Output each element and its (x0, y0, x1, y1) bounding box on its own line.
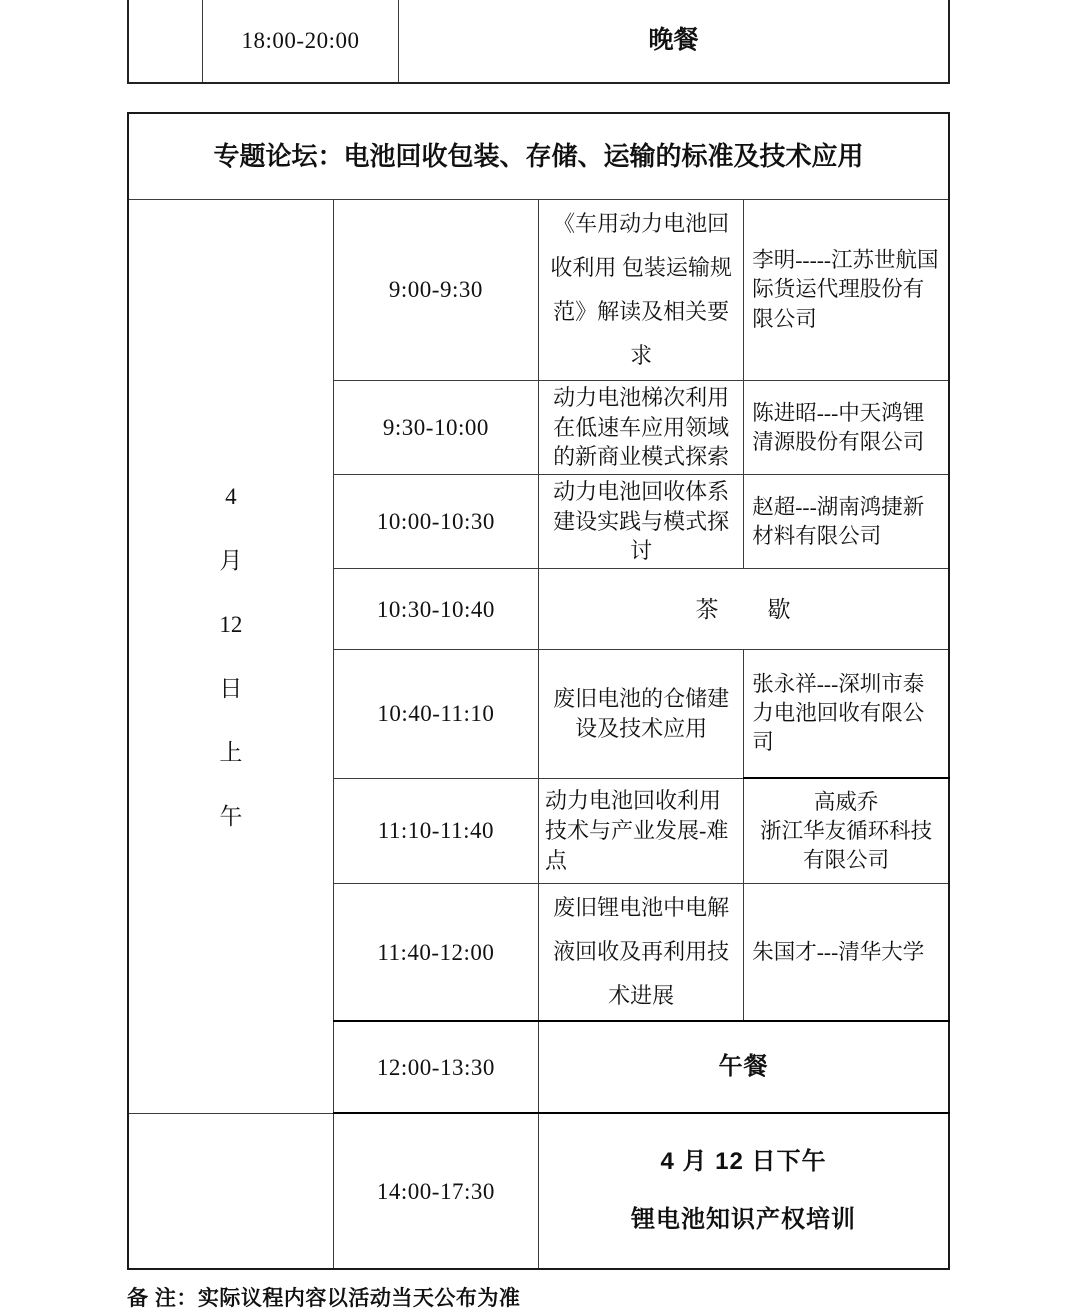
afternoon-date-line: 4 月 12 日下午 (660, 1147, 827, 1175)
time-cell: 10:00-10:30 (333, 475, 538, 569)
time-cell: 18:00-20:00 (203, 0, 399, 83)
time-cell: 10:30-10:40 (333, 569, 538, 650)
speaker-cell: 赵超---湖南鸿捷新材料有限公司 (744, 475, 949, 569)
vertical-date-label (129, 481, 333, 832)
afternoon-topic-line: 锂电池知识产权培训 (631, 1206, 856, 1234)
date-char: 上 (219, 739, 243, 765)
table-row (128, 0, 949, 83)
time-cell: 10:40-11:10 (333, 650, 538, 779)
topic-cell: 动力电池梯次利用在低速车应用领域的新商业模式探索 (539, 381, 744, 475)
speaker-cell: 李明-----江苏世航国际货运代理股份有限公司 (744, 200, 949, 381)
previous-day-table (127, 0, 950, 84)
speaker-name: 高威乔 (813, 789, 879, 814)
forum-title-row (128, 113, 949, 200)
date-char: 午 (219, 803, 243, 829)
speaker-cell: 张永祥---深圳市泰力电池回收有限公司 (744, 650, 949, 779)
time-cell: 9:30-10:00 (333, 381, 538, 475)
forum-agenda-table (127, 112, 950, 1270)
lunch-cell: 午餐 (539, 1021, 950, 1113)
speaker-cell: 朱国才---清华大学 (744, 884, 949, 1022)
topic-cell: 《车用动力电池回收利用 包装运输规范》解读及相关要求 (539, 200, 744, 381)
afternoon-training-cell (539, 1113, 950, 1269)
topic-cell: 废旧锂电池中电解液回收及再利用技术进展 (539, 884, 744, 1022)
topic-cell: 动力电池回收利用技术与产业发展-难点 (539, 778, 744, 884)
topic-cell: 废旧电池的仓储建设及技术应用 (539, 650, 744, 779)
time-cell: 11:10-11:40 (333, 778, 538, 884)
time-cell: 9:00-9:30 (333, 200, 538, 381)
date-char: 月 (219, 547, 243, 573)
footer-note: 备 注：实际议程内容以活动当天公布为准 (127, 1287, 521, 1311)
tea-break-cell: 茶 歇 (539, 569, 950, 650)
forum-title: 专题论坛：电池回收包装、存储、运输的标准及技术应用 (128, 113, 949, 200)
date-char: 12 (219, 611, 243, 637)
time-cell: 14:00-17:30 (333, 1113, 538, 1269)
time-cell: 11:40-12:00 (333, 884, 538, 1022)
speaker-cell (744, 778, 949, 884)
topic-cell: 动力电池回收体系建设实践与模式探讨 (539, 475, 744, 569)
date-column (128, 200, 333, 1114)
date-char: 4 (225, 483, 237, 509)
agenda-document (127, 0, 950, 1312)
speaker-cell: 陈进昭---中天鸿锂清源股份有限公司 (744, 381, 949, 475)
date-char: 日 (219, 675, 243, 701)
speaker-org: 浙江华友循环科技有限公司 (760, 818, 933, 872)
dinner-cell: 晚餐 (399, 0, 950, 83)
session-row (128, 200, 949, 381)
date-cell-empty (128, 1113, 333, 1269)
time-cell: 12:00-13:30 (333, 1021, 538, 1113)
afternoon-row (128, 1113, 949, 1269)
date-cell-empty (128, 0, 203, 83)
